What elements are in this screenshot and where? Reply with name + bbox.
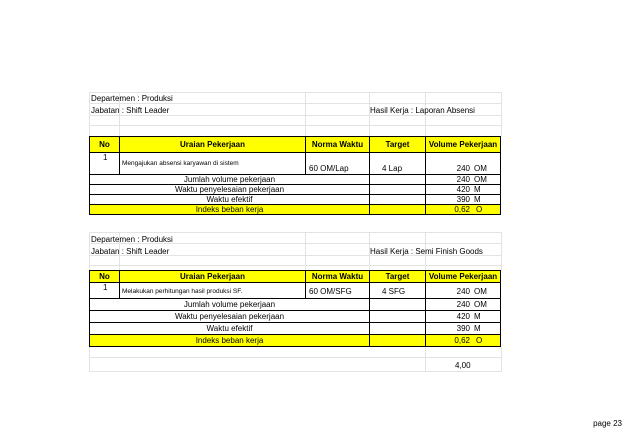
header-volume: Volume Pekerjaan (428, 271, 498, 281)
item-norma: 60 OM/Lap (309, 164, 349, 173)
summary-unit: M (474, 312, 481, 321)
header-uraian: Uraian Pekerjaan (120, 137, 306, 152)
item-target: 4 SFG (382, 287, 406, 296)
summary-value: 390 (456, 324, 470, 333)
gridline (89, 357, 501, 358)
cell-norma (306, 283, 370, 298)
gridline (89, 103, 501, 104)
summary-unit: M (474, 324, 481, 333)
summary-row (89, 323, 501, 335)
summary-label: Waktu penyelesaian pekerjaan (174, 312, 285, 321)
jabatan-label: Jabatan : Shift Leader (91, 247, 170, 256)
summary-label-cell (90, 195, 370, 204)
cell-volume (426, 283, 500, 298)
index-label: Indeks beban kerja (195, 205, 264, 214)
summary-label: Jumlah volume pekerjaan (183, 300, 276, 309)
index-value-cell (426, 205, 500, 214)
hasil-kerja-label: Hasil Kerja : Semi Finish Goods (370, 247, 483, 256)
index-unit: O (476, 205, 483, 214)
table-row (89, 153, 501, 175)
header-no: No (90, 271, 120, 282)
cell-volume (426, 153, 500, 174)
summary-value-cell (426, 195, 500, 204)
hasil-kerja-label: Hasil Kerja : Laporan Absensi (370, 106, 475, 115)
gridline (89, 371, 501, 372)
item-volume-value: 240 (456, 164, 470, 173)
gridline (89, 232, 90, 270)
summary-value: 420 (456, 312, 470, 321)
summary-empty-cell (370, 311, 426, 322)
item-volume-unit: OM (474, 287, 487, 296)
summary-value-cell (426, 185, 500, 194)
summary-value-cell (426, 323, 500, 334)
index-label-cell (90, 205, 370, 214)
item-target: 4 Lap (382, 164, 403, 173)
cell-uraian (120, 283, 306, 298)
departemen-label: Departemen : Produksi (91, 235, 173, 244)
summary-label: Waktu efektif (206, 324, 253, 333)
index-empty-cell (370, 335, 426, 346)
index-label: Indeks beban kerja (195, 336, 264, 345)
summary-row (89, 175, 501, 185)
jabatan-label: Jabatan : Shift Leader (91, 106, 170, 115)
gridline (501, 347, 502, 372)
header-volume: Volume Pekerjaan (428, 139, 498, 149)
summary-label: Jumlah volume pekerjaan (183, 175, 276, 184)
workload-table-2 (89, 232, 501, 372)
header-norma: Norma Waktu (306, 271, 370, 282)
item-volume-unit: OM (474, 164, 487, 173)
cell-norma (306, 153, 370, 174)
item-uraian: Melakukan perhitungan hasil produksi SF. (122, 288, 243, 295)
gridline (89, 347, 90, 372)
total-value: 4,00 (455, 361, 471, 370)
summary-value: 390 (456, 195, 470, 204)
gridline (89, 232, 501, 233)
index-value-cell (426, 335, 500, 346)
summary-value-cell (426, 299, 500, 310)
header-uraian: Uraian Pekerjaan (120, 271, 306, 282)
gridline (89, 115, 501, 116)
table-row (89, 283, 501, 299)
header-no: No (90, 137, 120, 152)
header-norma: Norma Waktu (306, 137, 370, 152)
summary-unit: OM (474, 175, 487, 184)
summary-empty-cell (370, 185, 426, 194)
summary-label-cell (90, 323, 370, 334)
departemen-label: Departemen : Produksi (91, 94, 173, 103)
gridline (305, 232, 306, 270)
summary-value-cell (426, 175, 500, 184)
summary-label: Waktu efektif (206, 195, 253, 204)
summary-row (89, 311, 501, 323)
summary-label-cell (90, 175, 370, 184)
cell-target (370, 283, 426, 298)
item-no: 1 (103, 283, 108, 292)
index-value: 0,62 (454, 205, 470, 214)
workload-table-1 (89, 92, 501, 214)
gridline (89, 265, 501, 266)
summary-unit: OM (474, 300, 487, 309)
gridline (305, 92, 306, 136)
gridline (89, 92, 90, 136)
summary-empty-cell (370, 195, 426, 204)
item-norma: 60 OM/SFG (309, 287, 352, 296)
index-empty-cell (370, 205, 426, 214)
header-target: Target (370, 271, 426, 282)
index-label-cell (90, 335, 370, 346)
summary-empty-cell (370, 323, 426, 334)
summary-row (89, 299, 501, 311)
summary-value-cell (426, 311, 500, 322)
cell-uraian (120, 153, 306, 174)
item-volume-value: 240 (456, 287, 470, 296)
summary-empty-cell (370, 299, 426, 310)
item-uraian: Mengajukan absensi karyawan di sistem (122, 160, 239, 167)
summary-value: 420 (456, 185, 470, 194)
page-number: page 23 (593, 419, 622, 428)
summary-value: 240 (456, 175, 470, 184)
summary-row (89, 195, 501, 205)
summary-row (89, 185, 501, 195)
summary-value: 240 (456, 300, 470, 309)
item-no: 1 (103, 153, 108, 162)
table-header-row (89, 136, 501, 153)
index-unit: O (476, 336, 483, 345)
cell-target (370, 153, 426, 174)
gridline (501, 232, 502, 270)
summary-label-cell (90, 185, 370, 194)
header-target: Target (370, 137, 426, 152)
summary-label: Waktu penyelesaian pekerjaan (174, 185, 285, 194)
index-row (89, 205, 501, 215)
gridline (89, 92, 501, 93)
summary-label-cell (90, 299, 370, 310)
summary-unit: M (474, 195, 481, 204)
cell-no (90, 153, 120, 174)
index-row (89, 335, 501, 347)
gridline (89, 125, 501, 126)
summary-unit: M (474, 185, 481, 194)
table-header-row (89, 270, 501, 283)
summary-label-cell (90, 311, 370, 322)
cell-no (90, 283, 120, 298)
summary-empty-cell (370, 175, 426, 184)
index-value: 0,62 (454, 336, 470, 345)
gridline (425, 347, 426, 372)
gridline (501, 92, 502, 136)
